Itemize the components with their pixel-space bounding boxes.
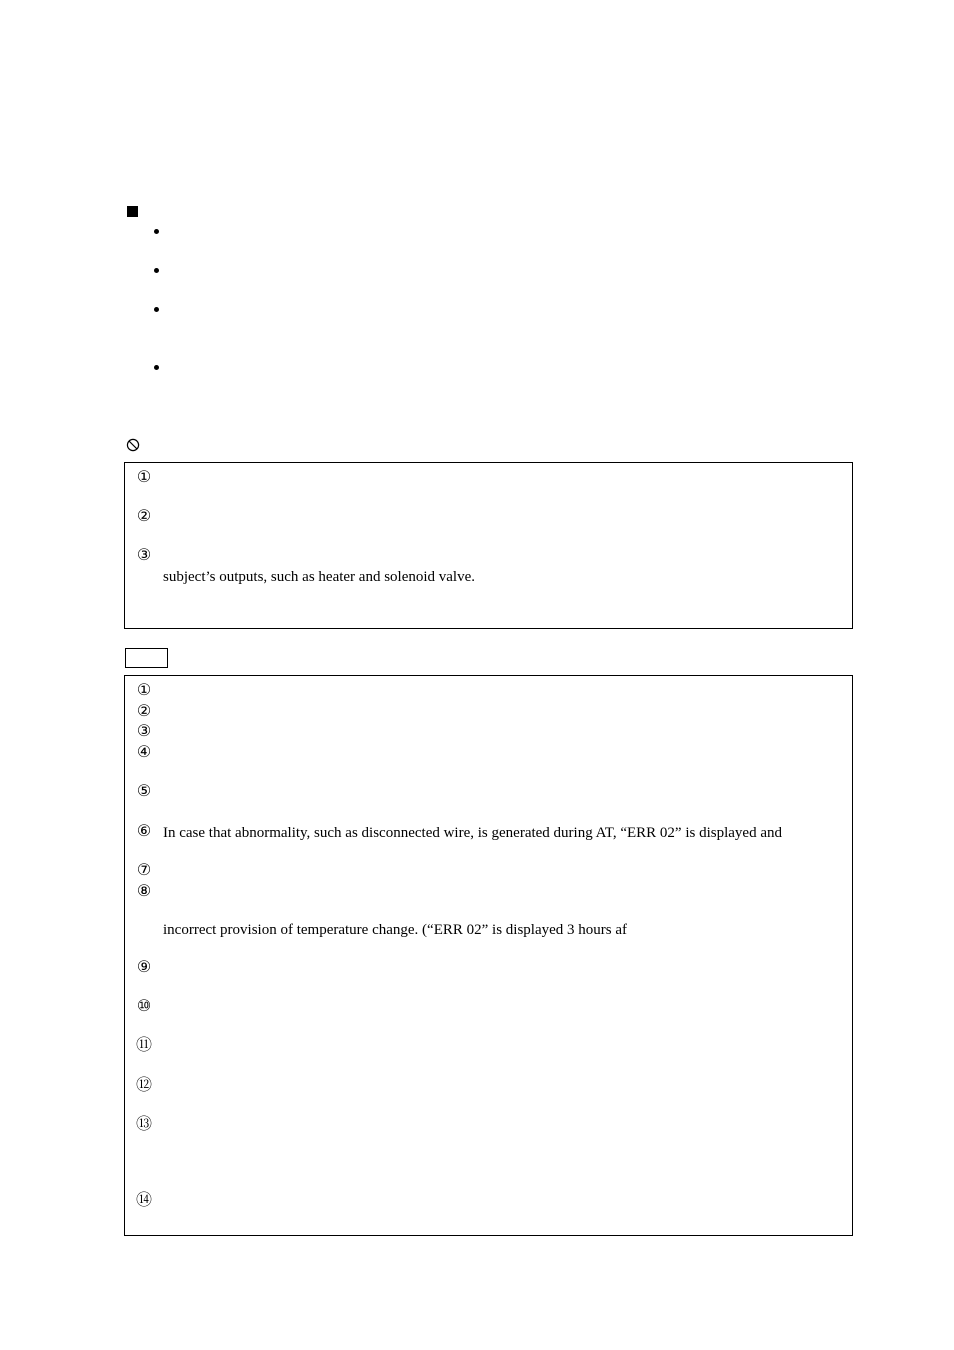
box2-marker-6: ⑥ [136, 823, 152, 840]
bullet-1 [154, 229, 159, 234]
box2-marker-12: ⑫ [135, 1077, 152, 1094]
section-square-icon [127, 206, 138, 217]
box2-marker-8: ⑧ [136, 883, 152, 900]
box1-item3-continuation: subject’s outputs, such as heater and solenoid valve. [163, 569, 476, 585]
notes-box [124, 675, 853, 1236]
box1-marker-1: ① [136, 469, 152, 486]
box2-marker-4: ④ [136, 744, 152, 761]
box2-marker-1: ① [136, 682, 152, 699]
prohibition-box [124, 462, 853, 629]
box1-marker-3: ③ [136, 547, 152, 564]
box2-marker-7: ⑦ [136, 862, 152, 879]
bullet-2 [154, 268, 159, 273]
box2-marker-5: ⑤ [136, 783, 152, 800]
box2-item6-text: In case that abnormality, such as disconnected wire, is generated during AT, “ERR 02” is displayed and [163, 825, 782, 841]
box2-marker-13: ⑬ [135, 1116, 152, 1133]
box2-marker-2: ② [136, 703, 152, 720]
box2-marker-9: ⑨ [136, 959, 152, 976]
box2-marker-11: ⑪ [135, 1037, 152, 1054]
box2-marker-14: ⑭ [135, 1192, 152, 1209]
bullet-3 [154, 307, 159, 312]
box2-marker-3: ③ [136, 723, 152, 740]
box1-marker-2: ② [136, 508, 152, 525]
box2-item8-continuation: incorrect provision of temperature change. (“ERR 02” is displayed 3 hours af [163, 922, 628, 938]
box2-marker-10: ⑩ [136, 998, 152, 1015]
prohibition-icon [126, 438, 140, 452]
note-label-box [125, 648, 168, 668]
bullet-4 [154, 365, 159, 370]
